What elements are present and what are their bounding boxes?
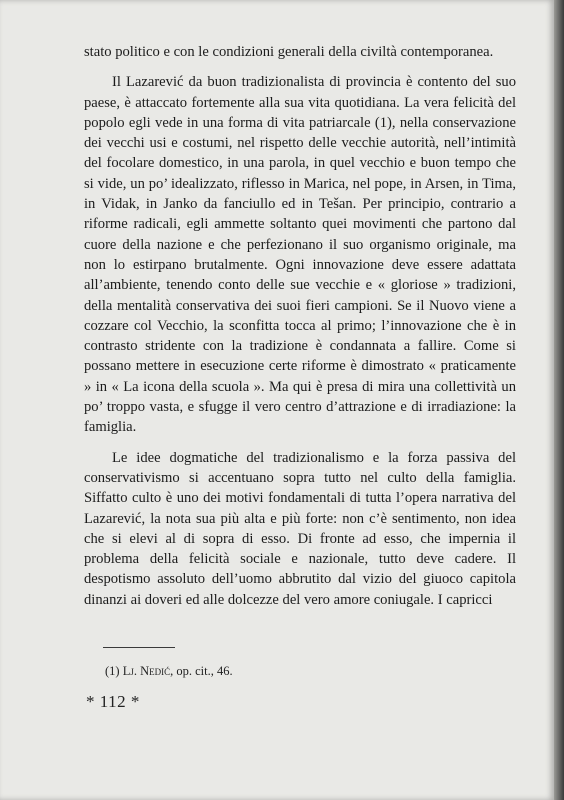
body-text <box>84 42 516 610</box>
footnote-marker: (1) <box>105 664 120 678</box>
footnote-author: Lj. Nedić, <box>122 664 174 678</box>
footnote <box>105 664 233 679</box>
footnote-rule <box>103 647 175 648</box>
page-number: * 112 * <box>86 692 140 711</box>
paragraph-1: stato politico e con le condizioni generali della civiltà contemporanea. <box>84 44 494 60</box>
footnote-reference: op. cit., 46. <box>176 664 233 678</box>
paragraph-2: Il Lazarević da buon tradizionalista di provincia è contento del suo paese, è attaccato fortemente alla sua vita quotidiana. La vera felicità del popolo egli vede in una forma di vita patriarcale (1), nella conservazione dei vecchi usi e costumi, nel rispetto delle vecchie autorità, nell’intimità del focolare domestico, in una parola, in quel vecchio e buon tempo che si vide, un po’ idealizzato, riflesso in Marica, nel pope, in Arsen, in Tima, in Vidak, in Janko da fanciullo ed in Tešan. Per principio, contrario a riforme radicali, egli ammette soltanto quei movimenti che partono dal cuore della nazione e che perfezionano il suo organismo originale, ma non lo estirpano brutalmente. Ogni innovazione deve essere adattata all’ambiente, tenendo conto delle sue vecchie e « gloriose » tradizioni, della mentalità conservativa dei suoi fieri campioni. Se il Nuovo viene a cozzare col Vecchio, la sconfitta tocca al primo; l’innovazione che è in contrasto stridente con la tradizione è condannata a fallire. Come si possano mettere in esecuzione certe riforme è dimostrato « praticamente » in « La icona della scuola ». Ma qui è presa di mira una collettività un po’ troppo vasta, e sfugge il vero centro d’attrazione e di irradiazione: la famiglia. <box>84 74 516 436</box>
paragraph-3: Le idee dogmatiche del tradizionalismo e la forza passiva del conservativismo si accentuano sopra tutto nel culto della famiglia. Siffatto culto è uno dei motivi fondamentali di tutta l’opera narrativa del Lazarević, la nota sua più alta e più forte: non c’è sentimento, non idea che si elevi al di sopra di esso. Di fronte ad esso, che impernia il problema della felicità sociale e nazionale, tutto deve cadere. Il despotismo assoluto dell’uomo abbrutito dal vizio del giuoco capitola dinanzi ai doveri ed alle dolcezze del vero amore coniugale. I capricci <box>84 449 516 608</box>
page-edge-shadow <box>554 0 564 800</box>
